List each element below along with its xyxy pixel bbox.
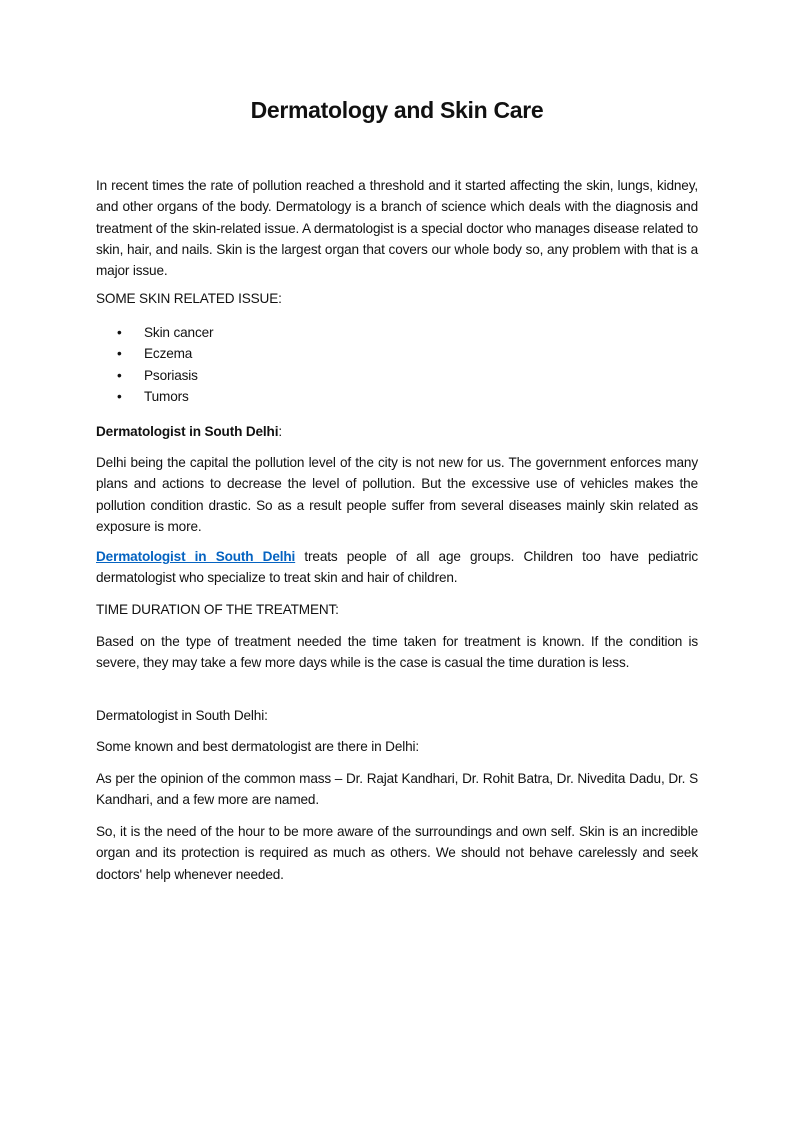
list-item — [96, 365, 698, 386]
conclusion-paragraph: So, it is the need of the hour to be more aware of the surroundings and own self. Skin is an incredible organ and its protection is required as much as others. We should not behave carelessly and seek doctors' help whenever needed. — [96, 824, 698, 882]
bullet-icon: • — [117, 367, 122, 383]
issues-list — [96, 322, 698, 407]
dermatologist-heading-colon: : — [278, 424, 282, 439]
list-item — [96, 386, 698, 407]
issues-heading: SOME SKIN RELATED ISSUE: — [96, 291, 282, 306]
bullet-icon: • — [117, 325, 122, 340]
list-item-label: Eczema — [144, 346, 193, 362]
link-paragraph — [96, 546, 698, 589]
list-item — [96, 322, 698, 343]
dermatologist-subheading: Dermatologist in South Delhi: — [96, 708, 268, 723]
time-heading: TIME DURATION OF THE TREATMENT: — [96, 602, 339, 617]
list-item-label: Psoriasis — [144, 367, 198, 383]
dermatologist-heading — [96, 421, 698, 442]
link-paragraph-text: treats people of all age groups. Children too have pediatric dermatologist who specialize to treat skin and hair of children. — [96, 549, 699, 586]
bullet-icon: • — [117, 346, 122, 362]
time-paragraph: Based on the type of treatment needed the time taken for treatment is known. If the condition is severe, they may take a few more days while is the case is casual the time duration is less. — [96, 634, 698, 671]
bullet-icon: • — [117, 388, 122, 404]
dermatologist-link[interactable]: Dermatologist in South Delhi — [96, 549, 296, 564]
list-item-label: Skin cancer — [144, 325, 214, 340]
list-item — [96, 343, 698, 364]
intro-paragraph: In recent times the rate of pollution reached a threshold and it started affecting the skin, lungs, kidney, and other organs of the body. Dermatology is a branch of science which deals with the diagnosis and treatment of the skin-related issue. A dermatologist is a special doctor who manages disease related to skin, hair, and nails. Skin is the largest organ that covers our whole body so, any problem with that is a major issue. — [96, 178, 698, 279]
dermatologist-heading-bold: Dermatologist in South Delhi — [96, 424, 279, 439]
known-paragraph: Some known and best dermatologist are there in Delhi: — [96, 739, 420, 754]
list-item-label: Tumors — [144, 388, 189, 404]
delhi-paragraph: Delhi being the capital the pollution level of the city is not new for us. The government enforces many plans and actions to decrease the level of pollution. But the excessive use of vehicles makes the pollution condition drastic. So as a result people suffer from several diseases mainly skin related as exposure is more. — [96, 455, 698, 534]
opinion-paragraph: As per the opinion of the common mass – Dr. Rajat Kandhari, Dr. Rohit Batra, Dr. Nivedita Dadu, Dr. S Kandhari, and a few more are named. — [96, 771, 698, 808]
page-title: Dermatology and Skin Care — [250, 97, 544, 123]
